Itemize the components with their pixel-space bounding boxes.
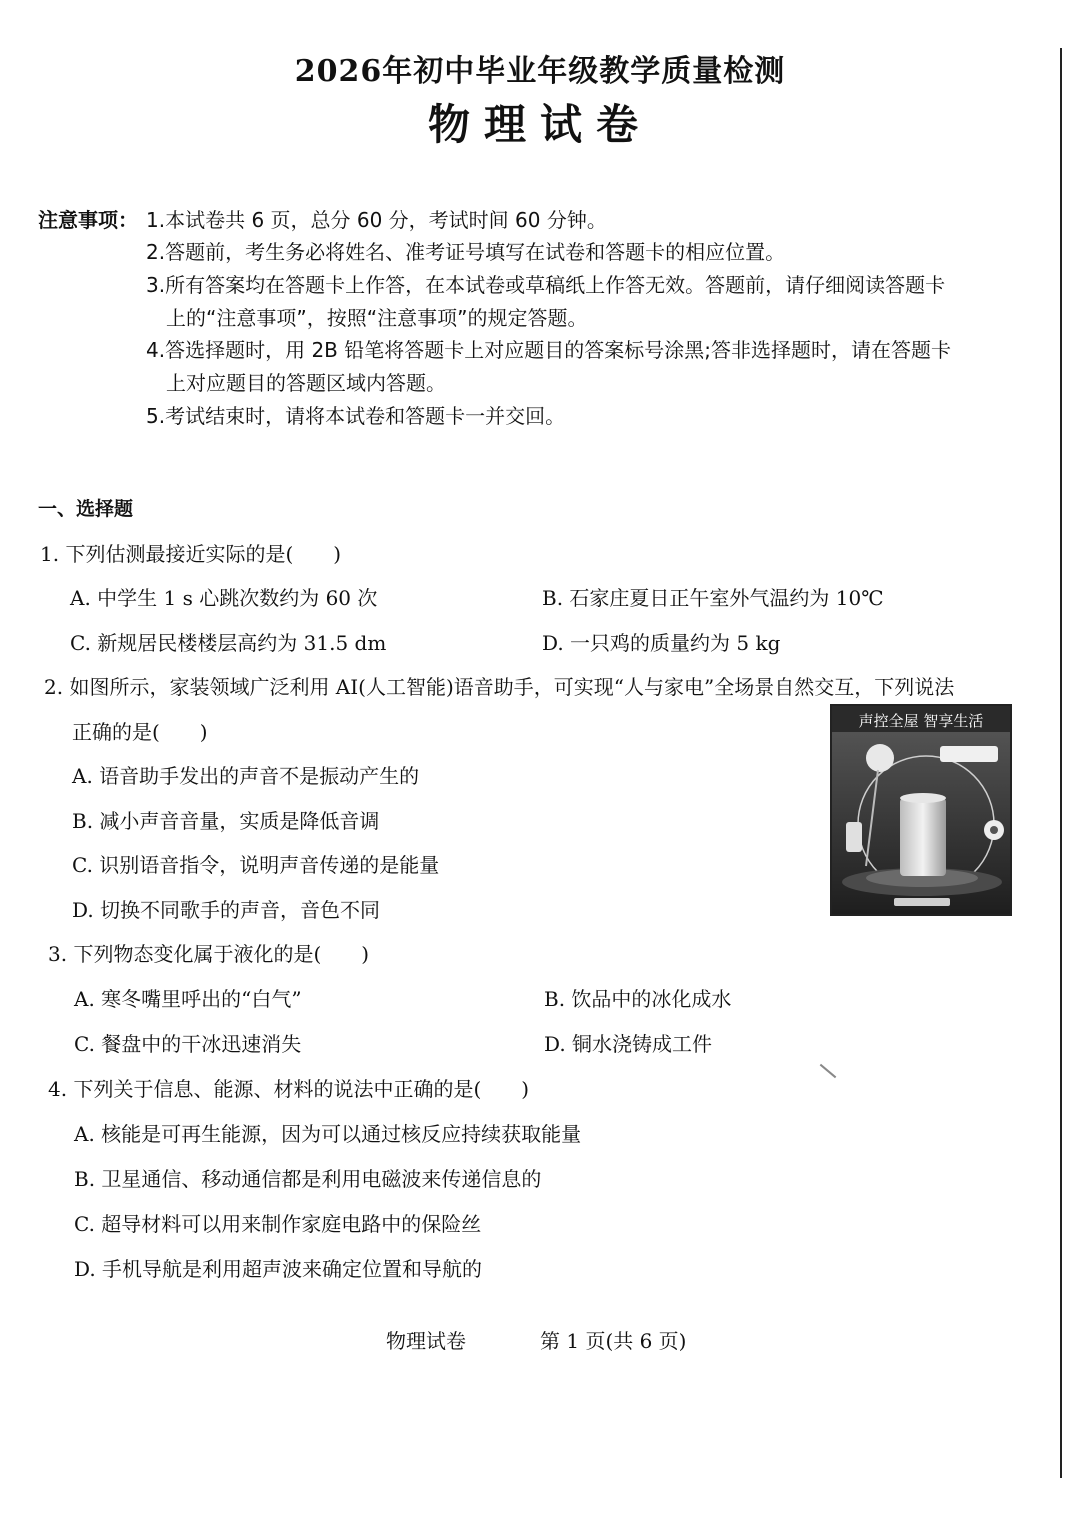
notice-item-5: 5.考试结束时，请将本试卷和答题卡一并交回。 — [146, 404, 566, 428]
question-1-option-b: B. 石家庄夏日正午室外气温约为 10℃ — [542, 586, 884, 610]
page-edge-line — [1060, 48, 1062, 1478]
question-3-option-a: A. 寒冬嘴里呼出的“白气” — [74, 987, 302, 1011]
question-2-stem: 2. 如图所示，家装领域广泛利用 AI(人工智能)语音助手，可实现“人与家电”全场景自然交互，下列说法 — [44, 675, 955, 699]
question-4-option-b: B. 卫星通信、移动通信都是利用电磁波来传递信息的 — [74, 1167, 542, 1191]
notice-item-1: 1.本试卷共 6 页，总分 60 分，考试时间 60 分钟。 — [146, 208, 607, 232]
exam-subject-title: 物理试卷 — [427, 100, 652, 149]
question-3-option-c: C. 餐盘中的干冰迅速消失 — [74, 1032, 302, 1056]
question-2-option-b: B. 减小声音音量，实质是降低音调 — [72, 809, 380, 833]
question-2-option-a: A. 语音助手发出的声音不是振动产生的 — [72, 764, 420, 788]
question-1-option-a: A. 中学生 1 s 心跳次数约为 60 次 — [70, 586, 378, 610]
question-1-option-c: C. 新规居民楼楼层高约为 31.5 dm — [70, 631, 387, 655]
question-4-stem: 4. 下列关于信息、能源、材料的说法中正确的是( ) — [48, 1077, 530, 1101]
notice-item-2: 2.答题前，考生务必将姓名、准考证号填写在试卷和答题卡的相应位置。 — [146, 240, 786, 264]
scan-mark — [820, 1064, 837, 1078]
question-1-stem: 1. 下列估测最接近实际的是( ) — [40, 542, 342, 566]
notice-item-3-cont: 上的“注意事项”，按照“注意事项”的规定答题。 — [166, 306, 588, 330]
question-3-option-b: B. 饮品中的冰化成水 — [544, 987, 732, 1011]
notice-label: 注意事项： — [38, 208, 138, 232]
image-caption: 声控全屋 智享生活 — [858, 712, 984, 730]
question-4-option-c: C. 超导材料可以用来制作家庭电路中的保险丝 — [74, 1212, 482, 1236]
footer-page-number: 第 1 页(共 6 页) — [540, 1329, 687, 1353]
notice-item-4: 4.答选择题时，用 2B 铅笔将答题卡上对应题目的答案标号涂黑;答非选择题时，请在答题卡 — [146, 338, 951, 362]
smart-home-illustration — [830, 704, 1012, 916]
question-2-option-d: D. 切换不同歌手的声音，音色不同 — [72, 898, 381, 922]
question-4-option-d: D. 手机导航是利用超声波来确定位置和导航的 — [74, 1257, 483, 1281]
footer-subject: 物理试卷 — [386, 1329, 466, 1353]
question-3-stem: 3. 下列物态变化属于液化的是( ) — [48, 942, 370, 966]
question-2-stem-cont: 正确的是( ) — [72, 720, 208, 744]
exam-title: 2026年初中毕业年级教学质量检测 — [294, 54, 786, 89]
notice-item-3: 3.所有答案均在答题卡上作答，在本试卷或草稿纸上作答无效。答题前，请仔细阅读答题卡 — [146, 273, 946, 297]
notice-item-4-cont: 上对应题目的答题区域内答题。 — [166, 371, 446, 395]
question-3-option-d: D. 铜水浇铸成工件 — [544, 1032, 713, 1056]
question-1-option-d: D. 一只鸡的质量约为 5 kg — [542, 631, 781, 655]
question-4-option-a: A. 核能是可再生能源，因为可以通过核反应持续获取能量 — [74, 1122, 582, 1146]
smart-speaker-image — [832, 706, 1010, 914]
section-title: 一、选择题 — [38, 498, 134, 520]
question-2-option-c: C. 识别语音指令，说明声音传递的是能量 — [72, 853, 440, 877]
